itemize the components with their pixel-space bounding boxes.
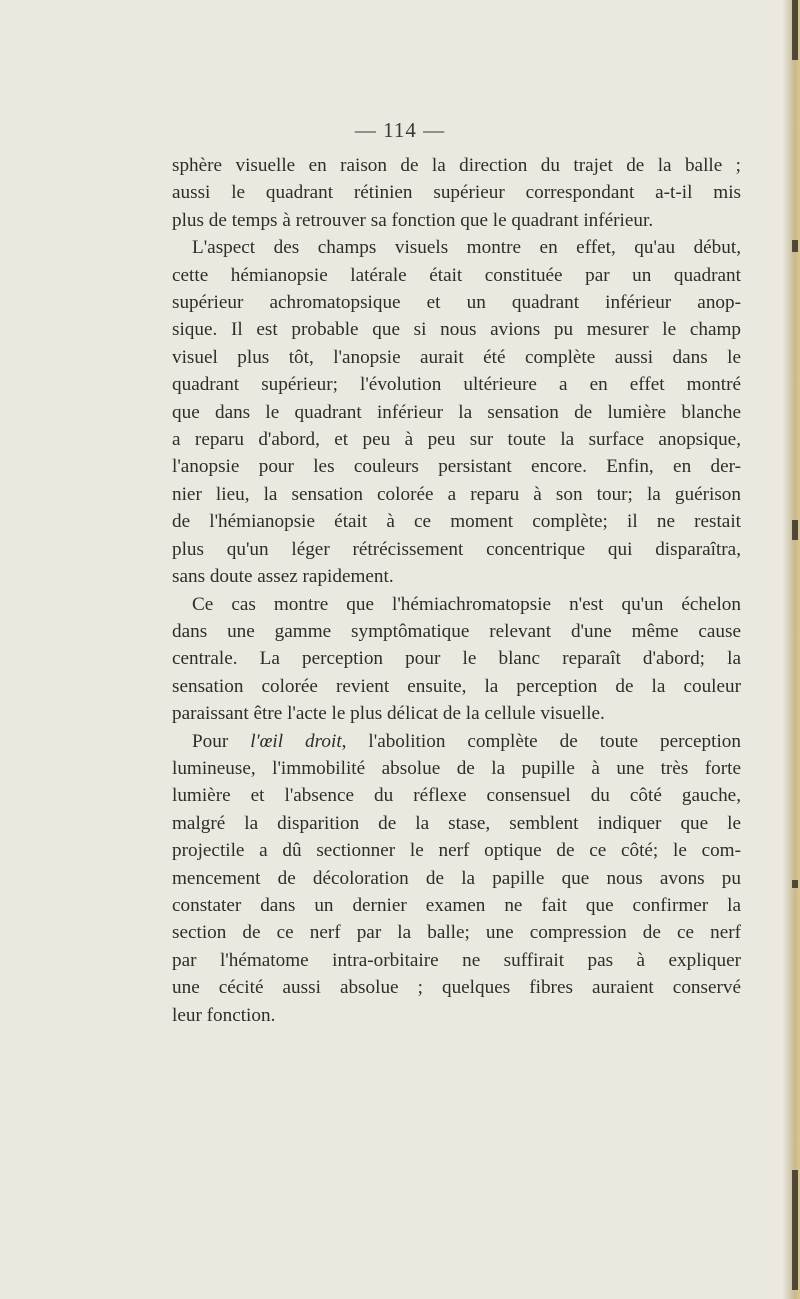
edge-mark — [792, 1170, 798, 1290]
text-line: leur fonction. — [172, 1004, 276, 1026]
text-line: L'aspect des champs visuels montre en effet, qu'au début, — [192, 237, 741, 259]
body-text — [172, 152, 741, 1029]
page-number: — 114 — — [354, 118, 446, 142]
text-line: dans une gamme symptômatique relevant d'une même cause — [172, 620, 741, 642]
edge-mark — [792, 520, 798, 540]
text-line: mencement de décoloration de la papille que nous avons pu — [172, 867, 741, 889]
text-line: centrale. La perception pour le blanc reparaît d'abord; la — [172, 648, 741, 670]
edge-mark — [792, 240, 798, 252]
line-suffix: , l'abolition complète de toute perception — [341, 730, 741, 752]
text-line: section de ce nerf par la balle; une compression de ce nerf — [172, 922, 741, 944]
text-line: lumineuse, l'immobilité absolue de la pupille à une très forte — [172, 757, 741, 779]
edge-mark — [792, 880, 798, 888]
text-line: plus de temps à retrouver sa fonction que le quadrant inférieur. — [172, 209, 654, 231]
text-line: par l'hématome intra-orbitaire ne suffirait pas à expliquer — [172, 949, 741, 971]
text-line: sphère visuelle en raison de la direction du trajet de la balle ; — [172, 155, 741, 176]
text-line: sique. Il est probable que si nous avions pu mesurer le champ — [172, 319, 741, 341]
text-line: lumière et l'absence du réflexe consensuel du côté gauche, — [172, 785, 741, 807]
text-line: l'anopsie pour les couleurs persistant encore. Enfin, en der- — [172, 456, 741, 478]
text-line: de l'hémianopsie était à ce moment complète; il ne restait — [172, 511, 741, 533]
text-line — [172, 728, 741, 755]
text-line: que dans le quadrant inférieur la sensation de lumière blanche — [172, 401, 741, 423]
text-line: cette hémianopsie latérale était constituée par un quadrant — [172, 264, 741, 286]
text-line: Ce cas montre que l'hémiachromatopsie n'est qu'un échelon — [192, 593, 741, 615]
italic-term: l'œil droit — [250, 730, 342, 752]
text-line: malgré la disparition de la stase, semblent indiquer que le — [172, 812, 741, 834]
text-line: sans doute assez rapidement. — [172, 566, 394, 588]
text-line: projectile a dû sectionner le nerf optique de ce côté; le com- — [172, 840, 741, 862]
text-line: supérieur achromatopsique et un quadrant inférieur anop- — [172, 292, 741, 314]
text-line: plus qu'un léger rétrécissement concentrique qui disparaîtra, — [172, 538, 741, 560]
line-prefix: Pour — [192, 730, 229, 752]
text-line: aussi le quadrant rétinien supérieur correspondant a-t-il mis — [172, 182, 741, 204]
edge-mark — [792, 0, 798, 60]
text-line: nier lieu, la sensation colorée a reparu à son tour; la guérison — [172, 483, 741, 505]
text-line: constater dans un dernier examen ne fait que confirmer la — [172, 894, 741, 916]
text-line: une cécité aussi absolue ; quelques fibres auraient conservé — [172, 977, 741, 999]
text-line: paraissant être l'acte le plus délicat de la cellule visuelle. — [172, 703, 605, 725]
text-line: visuel plus tôt, l'anopsie aurait été complète aussi dans le — [172, 346, 741, 368]
text-line: a reparu d'abord, et peu à peu sur toute la surface anopsique, — [172, 429, 741, 451]
text-line: quadrant supérieur; l'évolution ultérieure a en effet montré — [172, 374, 741, 396]
text-line: sensation colorée revient ensuite, la perception de la couleur — [172, 675, 741, 697]
page-edge-shadow — [782, 0, 800, 1299]
